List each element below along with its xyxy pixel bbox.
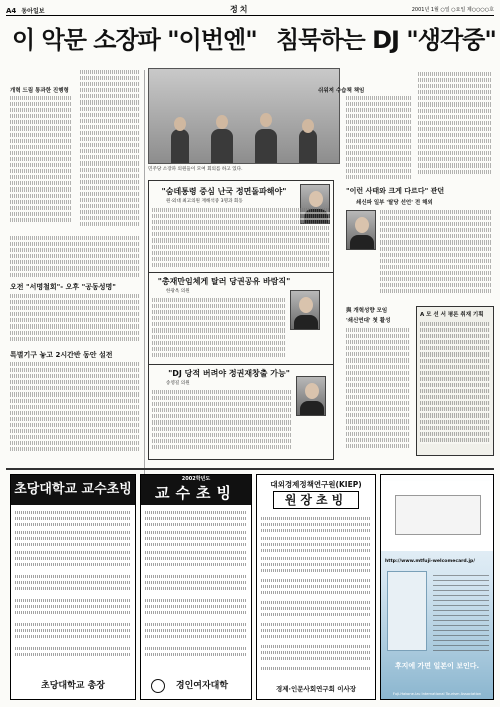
right-box-title-b: '쇄신연대' 첫 활성 — [346, 318, 391, 324]
headshot-3 — [296, 376, 326, 416]
right-lower-text — [346, 328, 410, 456]
col2-text — [80, 70, 140, 230]
interview-divider-1 — [148, 272, 334, 273]
left-lower-subhead: 오전 "서명철회"- 오후 "공동성명" — [10, 283, 116, 291]
right-col-text-b — [418, 72, 492, 180]
right-col-subhead: 쉬워져 수습책 책임 — [318, 88, 365, 94]
interview-title-1: "숨데통령 중심 난국 정면돌파해야" — [161, 187, 287, 196]
paper-name: 동아일보 — [21, 8, 45, 15]
headline-right: 침묵하는 DJ "생각중" — [276, 26, 496, 54]
ad4-map — [395, 495, 481, 535]
interview-subtitle-1: 원·외대 최고의원 재해석중 3명과 회동 — [166, 199, 243, 204]
interview-title-3: "DJ 당적 버려야 정권재창출 가능" — [168, 369, 290, 378]
ad2-year: 2002학년도 — [181, 476, 211, 482]
section-name: 정치 — [230, 5, 250, 14]
interview-text-2 — [152, 298, 286, 360]
ad3-footer: 경제·인문사회연구회 이사장 — [275, 685, 357, 693]
left-bottom-subhead: 특별기구 놓고 2시간반 동안 설전 — [10, 351, 113, 359]
interview-subtitle-3: 송영길 의원 — [166, 381, 190, 386]
page-number: A4 — [6, 7, 17, 15]
interview-subtitle-2: 한광옥 의원 — [166, 289, 190, 294]
right-mid-subhead: "이런 사태와 크게 다르다" 관던 — [346, 187, 445, 195]
column-rule — [144, 70, 145, 510]
ad1-school: 초당대학교 — [14, 482, 78, 497]
dateline: 2001년 1월 ○일 ○요일 제○○○○호 — [411, 7, 494, 13]
left-mid-text — [10, 236, 140, 280]
left-bottom-text — [10, 362, 140, 454]
headshot-right — [346, 210, 376, 250]
interview-text-1 — [152, 208, 330, 270]
right-mid-text — [380, 210, 492, 298]
interview-text-3 — [152, 390, 292, 456]
ad-chodang-university[interactable] — [10, 474, 136, 700]
ad-mt-fuji-tourism[interactable] — [380, 474, 494, 700]
ad3-title: 원장초빙 — [273, 491, 359, 509]
ad4-card-image — [387, 571, 427, 651]
interview-divider-2 — [148, 364, 334, 365]
right-box-title-a: 與 개혁성향 모임 — [346, 308, 388, 314]
side-box-title: A 모 선 서 평론 취재 기획 — [420, 312, 484, 318]
interview-title-2: "총재만임체게 탈러 당권공유 바람직" — [157, 277, 291, 286]
page-info — [6, 6, 45, 15]
ad-section-divider — [6, 468, 494, 470]
ad2-title: 교수초빙 — [155, 484, 237, 502]
photo-caption: 민주당 소장파 의원들이 모여 회의를 하고 있다. — [148, 167, 243, 172]
ad-kyungin-womens-college[interactable] — [140, 474, 252, 700]
left-lower-text — [10, 294, 140, 346]
page-header — [6, 4, 494, 16]
ad4-url[interactable]: http://www.mtfuji-welcomecard.jp/ — [385, 559, 476, 564]
right-col-text-a — [346, 96, 412, 182]
side-box-text — [420, 322, 490, 452]
ad4-assoc: Fuji-Hakone-Izu International Tourism Association — [392, 692, 482, 696]
ad4-slogan: 후지에 가면 일본이 보인다. — [394, 662, 480, 670]
ad2-footer: 경인여자대학 — [175, 681, 229, 691]
headline-left: 이 악문 소장파 "이번엔" — [12, 26, 257, 54]
left-col-text — [10, 96, 72, 226]
ad-kiep[interactable] — [256, 474, 376, 700]
ad1-title: 교수초빙 — [81, 482, 132, 497]
headshot-2 — [290, 290, 320, 330]
ad1-footer: 초당대학교 총장 — [41, 681, 105, 691]
left-col-subhead: 개혁 드림 통과한 진행형 — [10, 88, 69, 94]
main-photo — [148, 68, 340, 164]
ad3-org: 대외경제정책연구원(KIEP) — [270, 480, 362, 489]
right-mid-subhead-2: 쇄신파 일부 '탈당 선언' 전 해외 — [356, 200, 433, 206]
